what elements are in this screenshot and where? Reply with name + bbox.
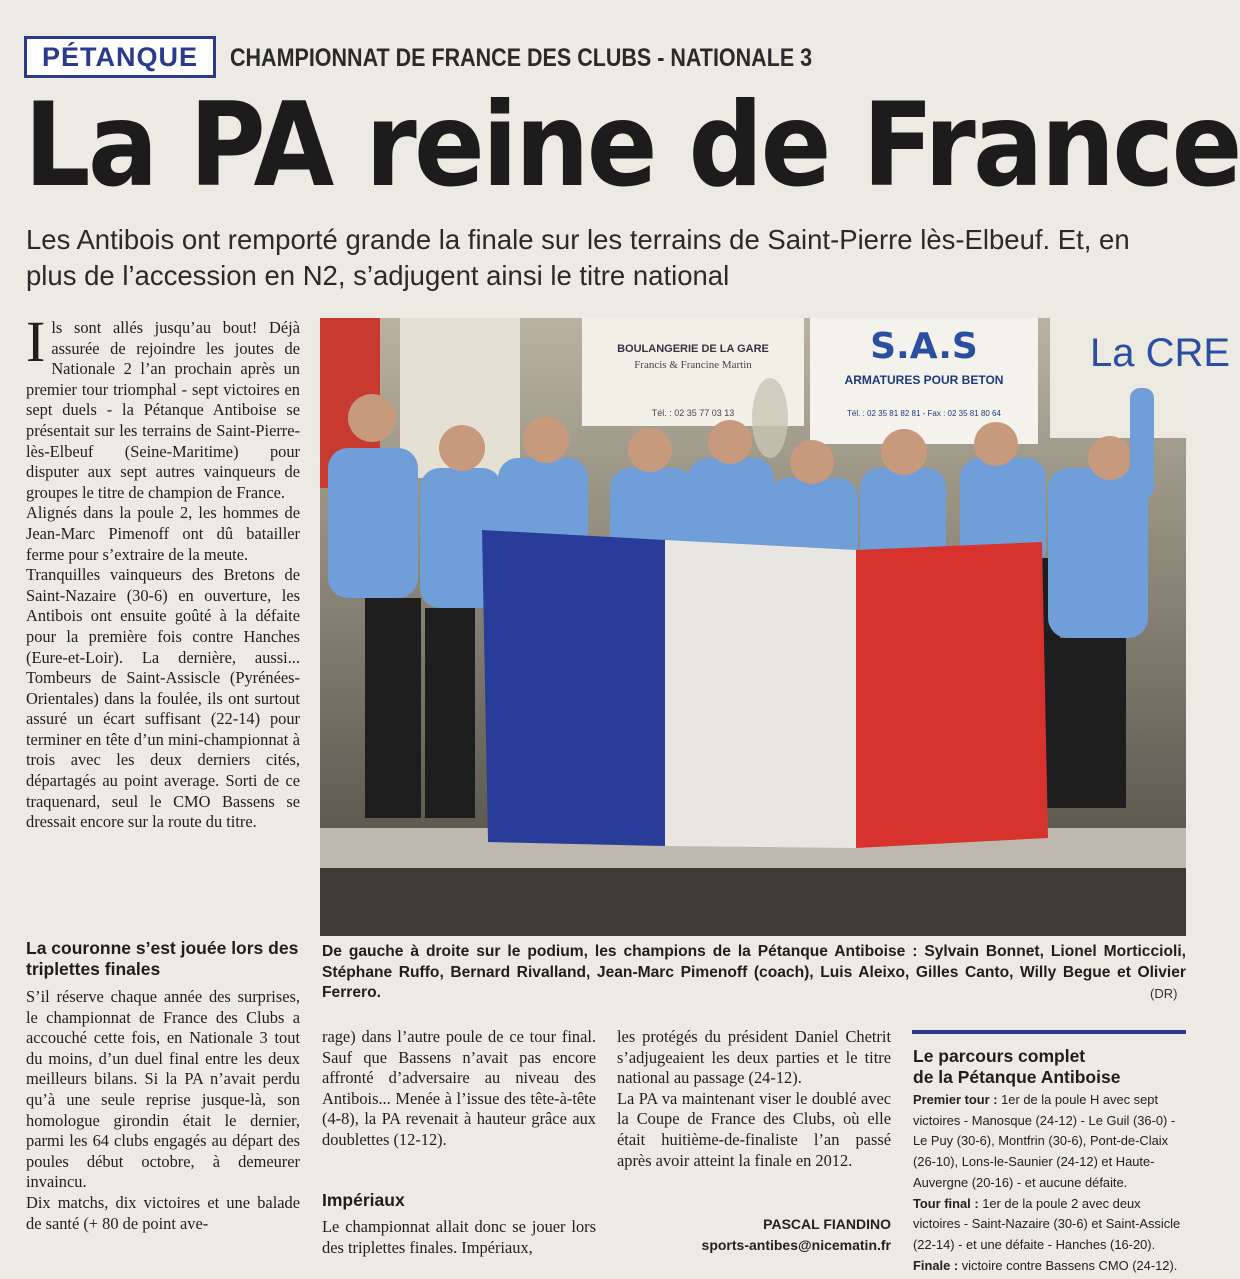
team-photo-illustration — [320, 318, 1231, 936]
paragraph: Alignés dans la poule 2, les hommes de Jean-Marc Pimenoff ont dû batailler ferme pour s’extraire de la meute. — [26, 503, 300, 564]
sidebar-title: Le parcours complet de la Pétanque Antiboise — [913, 1046, 1121, 1087]
svg-text:Francis & Francine Martin: Francis & Francine Martin — [634, 359, 752, 371]
paragraph: S’il réserve chaque année des surprises, le championnat de France des Clubs a accouché cette fois, en Nationale 3 tout du moins, d’un duel final entre les deux meilleurs bilans. Si la PA n’avait perdu qu’à une seule reprise jusque-là, son homologue girondin était le dernier, parmi les 64 clubs engagés au départ des poules début octobre, à demeurer invaincu. — [26, 987, 300, 1192]
sidebar-rule — [912, 1030, 1186, 1034]
photo-caption: De gauche à droite sur le podium, les champions de la Pétanque Antiboise : Sylvain Bonnet, Lionel Morticcioli, Stéphane Ruffo, Bernard Rivalland, Jean-Marc Pimenoff (coach), Luis Aleixo, Gilles Canto, Willy Begue et Olivier Ferrero. — [322, 943, 1186, 1001]
svg-text:La CRE: La CRE — [1090, 331, 1231, 375]
result-tour-final: Tour final : 1er de la poule 2 avec deux victoires - Saint-Nazaire (30-6) et Saint-Assicle (22-14) - et une défaite - Hanches (16-20). — [913, 1195, 1181, 1252]
article-column-2b — [322, 1217, 596, 1258]
paragraph: Ils sont allés jusqu’au bout! Déjà assurée de rejoindre les joutes de Nationale 2 l’an prochain après un premier tour triomphal - sept victoires en sept duels - la Pétanque Antiboise se présentait sur les terrains de Saint-Pierre-lès-Elbeuf (Seine-Maritime) pour disputer aux sept autres vainqueurs de groupes le titre de champion de France. — [26, 309, 300, 502]
section-kicker — [24, 36, 216, 78]
photo-credit: (DR) — [1150, 986, 1178, 1001]
article-column-1 — [26, 309, 300, 833]
paragraph: les protégés du président Daniel Chetrit s’adjugeaient les deux parties et le titre national au passage (24-12). — [617, 1027, 891, 1088]
kicker-subtitle: CHAMPIONNAT DE FRANCE DES CLUBS - NATIONALE 3 — [230, 44, 813, 72]
kicker-label: PÉTANQUE — [41, 41, 198, 72]
svg-text:ARMATURES POUR BETON: ARMATURES POUR BETON — [844, 373, 1004, 387]
headline: La PA reine de France — [24, 78, 1240, 213]
paragraph: Dix matchs, dix victoires et une balade de santé (+ 80 de point ave- — [26, 1192, 300, 1233]
article-column-1b — [26, 987, 300, 1234]
paragraph: Tranquilles vainqueurs des Bretons de Saint-Nazaire (30-6) en ouverture, les Antibois ont ensuite goûté à la défaite pour la première fois contre Hanches (Eure-et-Loir). La dernière, aussi... Tombeurs de Saint-Assiscle (Pyrénées-Orientales) dans la foulée, ils ont surtout assuré un écart suffisant (22-14) pour terminer en tête d’un mini-championnat à trois avec les deux derniers cités, départagés au point average. Sorti de ce traquenard, seul le CMO Bassens se dressait encore sur la route du titre. — [26, 565, 300, 832]
deck: Les Antibois ont remporté grande la finale sur les terrains de Saint-Pierre lès-Elbeuf. Et, en plus de l’accession en N2, s’adjugent ainsi le titre national — [26, 224, 1130, 291]
author-email[interactable]: sports-antibes@nicematin.fr — [701, 1237, 891, 1253]
paragraph: La PA va maintenant viser le doublé avec la Coupe de France des Clubs, où elle était huitième-de-finaliste l’an passé après avoir atteint la finale en 2012. — [617, 1088, 891, 1170]
trophy — [752, 378, 788, 458]
article-column-3 — [617, 1027, 891, 1171]
paragraph: Le championnat allait donc se jouer lors des triplettes finales. Impériaux, — [322, 1217, 596, 1257]
drop-cap: I — [26, 309, 46, 374]
svg-text:Tél. : 02 35 81 82 81 - Fax :: Tél. : 02 35 81 82 81 - Fax : 02 35 81 80 64 — [847, 409, 1001, 418]
french-flag — [482, 530, 1048, 848]
team-photo — [320, 318, 1231, 936]
svg-text:S.A.S: S.A.S — [870, 326, 978, 367]
subhead-couronne: La couronne s’est jouée lors des triplettes finales — [26, 938, 299, 979]
article-column-2 — [322, 1027, 596, 1151]
sidebar-results — [913, 1090, 1187, 1276]
subhead-imperiaux: Impériaux — [322, 1190, 405, 1210]
result-premier-tour: Premier tour : 1er de la poule H avec sept victoires - Manosque (24-12) - Le Guil (36-0) - Le Puy (30-6), Montfrin (30-6), Pont-de-Claix (26-10), Lons-le-Saunier (24-12) et Haute-Auvergne (20-16) - et aucune défaite. — [913, 1092, 1176, 1190]
result-finale: Finale : victoire contre Bassens CMO (24-12). — [913, 1257, 1178, 1273]
svg-text:Tél. : 02 35 77 03 13: Tél. : 02 35 77 03 13 — [651, 408, 735, 418]
paragraph: rage) dans l’autre poule de ce tour final. Sauf que Bassens n’avait pas encore affronté d’adversaire au niveau des Antibois... Menée à l’issue des tête-à-tête (4-8), la PA revenait à hauteur grâce aux doublettes (12-12). — [322, 1027, 596, 1149]
svg-text:BOULANGERIE DE LA GARE: BOULANGERIE DE LA GARE — [617, 343, 769, 355]
author-name: PASCAL FIANDINO — [763, 1216, 891, 1232]
